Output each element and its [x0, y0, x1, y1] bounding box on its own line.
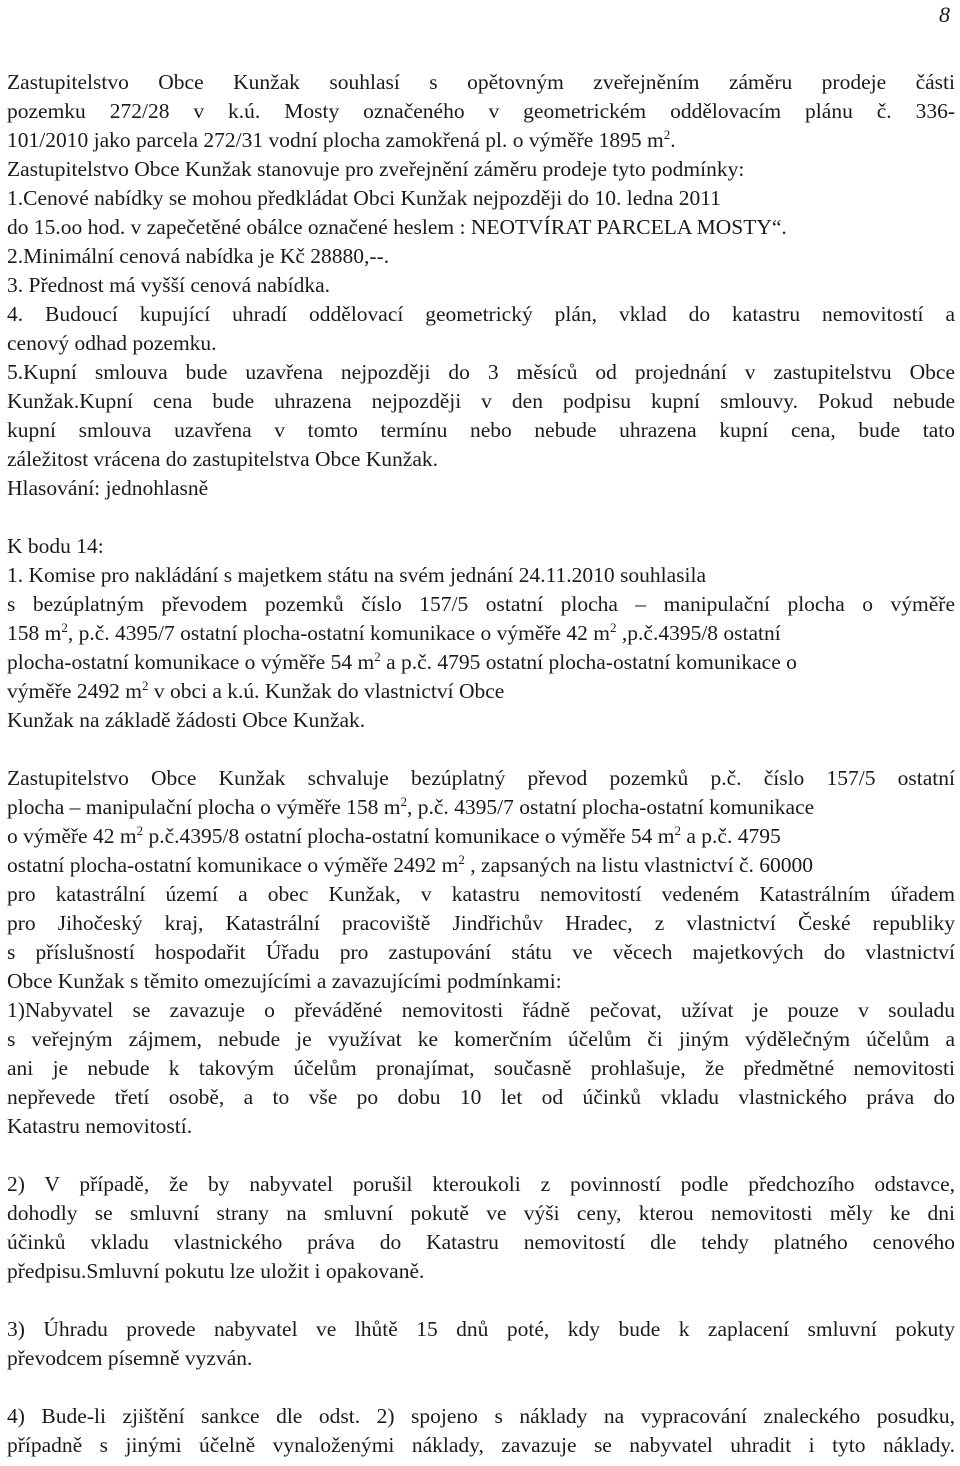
text-line: 4) Bude-li zjištění sankce dle odst. 2) spojeno s náklady na vypracování znaleckého posudku,	[7, 1404, 955, 1428]
text-line: plocha – manipulační plocha o výměře 158 $m^2$, p.č. 4395/7 ostatní plocha-ostatní komunikace	[7, 794, 815, 819]
text-line: záležitost vrácena do zastupitelstva Obce Kunžak.	[7, 447, 439, 471]
section-heading: K bodu 14:	[7, 534, 104, 558]
text-line: Zastupitelstvo Obce Kunžak schvaluje bezúplatný převod pozemků p.č. číslo 157/5 ostatní	[7, 766, 955, 790]
paragraph-item-14	[7, 532, 955, 735]
text-line: kupní smlouva uzavřena v tomto termínu nebo nebude uhrazena kupní cena, bude tato	[7, 418, 955, 442]
text-line: o výměře 42 $m^2$ p.č.4395/8 ostatní plocha-ostatní komunikace o výměře 54 $m^2$ a p.č. 4795	[7, 823, 781, 848]
spacer	[7, 1373, 955, 1402]
text-line: s příslušností hospodařit Úřadu pro zastupování státu ve věcech majetkových do vlastnictví	[7, 940, 955, 964]
text-line: 158 $m^2$, p.č. 4395/7 ostatní plocha-ostatní komunikace o výměře 42 $m^2$ ,p.č.4395/8 ostatní	[7, 620, 781, 645]
text-line: s veřejným zájmem, nebude je využívat ke komerčním účelům či jiným výdělečným účelům a	[7, 1027, 955, 1051]
text-line: účinků vkladu vlastnického práva do Katastru nemovitostí dle tehdy platného cenového	[7, 1230, 955, 1254]
paragraph-condition-3	[7, 1315, 955, 1373]
text-line: pro Jihočeský kraj, Katastrální pracoviště Jindřichův Hradec, z vlastnictví České republiky	[7, 911, 955, 935]
text-line: 2) V případě, že by nabyvatel porušil kteroukoli z povinností podle předchozího odstavce,	[7, 1172, 955, 1196]
text-line: 2.Minimální cenová nabídka je Kč 28880,--.	[7, 244, 390, 268]
text-line: ostatní plocha-ostatní komunikace o výměře 2492 $m^2$ , zapsaných na listu vlastnictví č. 60000	[7, 852, 814, 877]
text-line: 1)Nabyvatel se zavazuje o převáděné nemovitosti řádně pečovat, užívat je pouze v souladu	[7, 998, 955, 1022]
spacer	[7, 1286, 955, 1315]
text-line: 3. Přednost má vyšší cenová nabídka.	[7, 273, 331, 297]
spacer	[7, 735, 955, 764]
text-line: 3) Úhradu provede nabyvatel ve lhůtě 15 dnů poté, kdy bude k zaplacení smluvní pokuty	[7, 1317, 955, 1341]
text-line: cenový odhad pozemku.	[7, 331, 217, 355]
text-line: 101/2010 jako parcela 272/31 vodní plocha zamokřená pl. o výměře 1895 $m^2$.	[7, 127, 676, 152]
text-line: Zastupitelstvo Obce Kunžak souhlasí s opětovným zveřejněním záměru prodeje části	[7, 70, 955, 94]
text-line: případně s jinými účelně vynaloženými náklady, zavazuje se nabyvatel uhradit i tyto náklady.	[7, 1433, 955, 1457]
paragraph-resolution	[7, 764, 955, 1141]
paragraph-condition-2	[7, 1170, 955, 1286]
text-line: Katastru nemovitostí.	[7, 1114, 193, 1138]
text-line: ani je nebude k takovým účelům pronajímat, současně prohlašuje, že předmětné nemovitosti	[7, 1056, 955, 1080]
text-line: plocha-ostatní komunikace o výměře 54 $m^2$ a p.č. 4795 ostatní plocha-ostatní komunikace o	[7, 649, 797, 674]
text-line: výměře 2492 $m^2$ v obci a k.ú. Kunžak do vlastnictví Obce	[7, 678, 505, 703]
text-line: Obce Kunžak s těmito omezujícími a zavazujícími podmínkami:	[7, 969, 562, 993]
text-line: Zastupitelstvo Obce Kunžak stanovuje pro zveřejnění záměru prodeje tyto podmínky:	[7, 157, 745, 181]
text-line: převodcem písemně vyzván.	[7, 1346, 253, 1370]
vote-result: Hlasování: jednohlasně	[7, 476, 209, 500]
text-line: 1.Cenové nabídky se mohou předkládat Obci Kunžak nejpozději do 10. ledna 2011	[7, 186, 721, 210]
paragraph-sale-notice	[7, 68, 955, 503]
text-line: pozemku 272/28 v k.ú. Mosty označeného v geometrickém oddělovacím plánu č. 336-	[7, 99, 955, 123]
text-line: předpisu.Smluvní pokutu lze uložit i opakovaně.	[7, 1259, 425, 1283]
document-body	[7, 68, 955, 1460]
text-line: pro katastrální území a obec Kunžak, v katastru nemovitostí vedeném Katastrálním úřadem	[7, 882, 955, 906]
text-line: Kunžak na základě žádosti Obce Kunžak.	[7, 708, 366, 732]
text-line: s bezúplatným převodem pozemků číslo 157/5 ostatní plocha – manipulační plocha o výměře	[7, 592, 955, 616]
paragraph-condition-4	[7, 1402, 955, 1460]
text-line: do 15.oo hod. v zapečetěné obálce označené heslem : NEOTVÍRAT PARCELA MOSTY“.	[7, 215, 787, 239]
text-line: 4. Budoucí kupující uhradí oddělovací geometrický plán, vklad do katastru nemovitostí a	[7, 302, 955, 326]
text-line: nepřevede třetí osobě, a to vše po dobu 10 let od účinků vkladu vlastnického práva do	[7, 1085, 955, 1109]
text-line: 1. Komise pro nakládání s majetkem státu na svém jednání 24.11.2010 souhlasila	[7, 563, 707, 587]
spacer	[7, 503, 955, 532]
text-line: Kunžak.Kupní cena bude uhrazena nejpozději v den podpisu kupní smlouvy. Pokud nebude	[7, 389, 955, 413]
spacer	[7, 1141, 955, 1170]
page-number: 8	[939, 2, 950, 27]
text-line: dohodly se smluvní strany na smluvní pokutě ve výši ceny, kterou nemovitosti měly ke dni	[7, 1201, 955, 1225]
text-line: 5.Kupní smlouva bude uzavřena nejpozději do 3 měsíců od projednání v zastupitelstvu Obce	[7, 360, 955, 384]
